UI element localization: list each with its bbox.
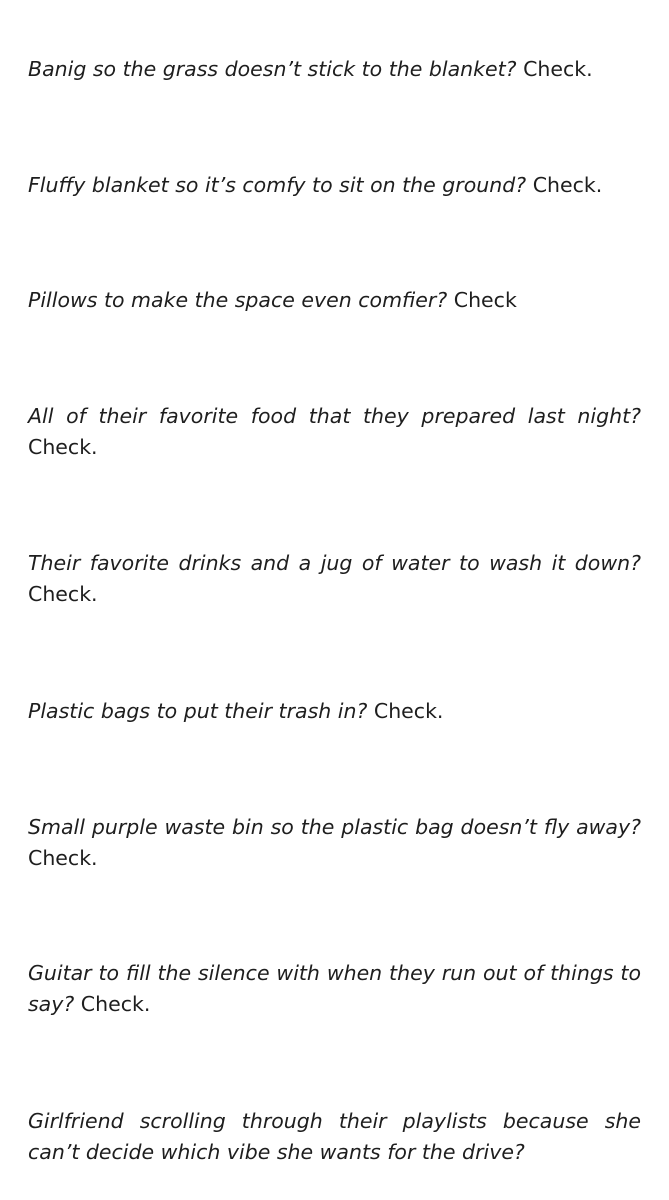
item-question: Girlfriend scrolling through their playlists because she can’t decide which vibe she wants for the drive? bbox=[28, 1109, 641, 1164]
checklist-item bbox=[28, 54, 641, 85]
item-answer: Check. bbox=[28, 582, 98, 606]
item-question: Plastic bags to put their trash in? bbox=[28, 699, 368, 723]
checklist-item bbox=[28, 285, 641, 316]
checklist-item bbox=[28, 401, 641, 463]
checklist-item bbox=[28, 170, 641, 201]
item-answer: Check. bbox=[28, 435, 98, 459]
item-question: Banig so the grass doesn’t stick to the blanket? bbox=[28, 57, 517, 81]
checklist-item bbox=[28, 812, 641, 874]
checklist-item bbox=[28, 958, 641, 1020]
item-question: Their favorite drinks and a jug of water to wash it down? bbox=[28, 551, 641, 575]
checklist-item bbox=[28, 1106, 641, 1168]
item-question: Pillows to make the space even comfier? bbox=[28, 288, 448, 312]
item-answer: Check. bbox=[28, 846, 98, 870]
item-question: All of their favorite food that they prepared last night? bbox=[28, 404, 641, 428]
item-question: Guitar to fill the silence with when they run out of things to say? bbox=[28, 961, 641, 1016]
checklist-item bbox=[28, 696, 641, 727]
item-answer: Check. bbox=[523, 57, 593, 81]
item-answer: Check bbox=[453, 288, 517, 312]
item-question: Fluffy blanket so it’s comfy to sit on the ground? bbox=[28, 173, 527, 197]
checklist-item bbox=[28, 548, 641, 610]
item-answer: Check. bbox=[373, 699, 444, 723]
item-answer: Check. bbox=[532, 173, 603, 197]
item-answer: Check. bbox=[80, 992, 151, 1016]
item-question: Small purple waste bin so the plastic bag doesn’t fly away? bbox=[28, 815, 641, 839]
